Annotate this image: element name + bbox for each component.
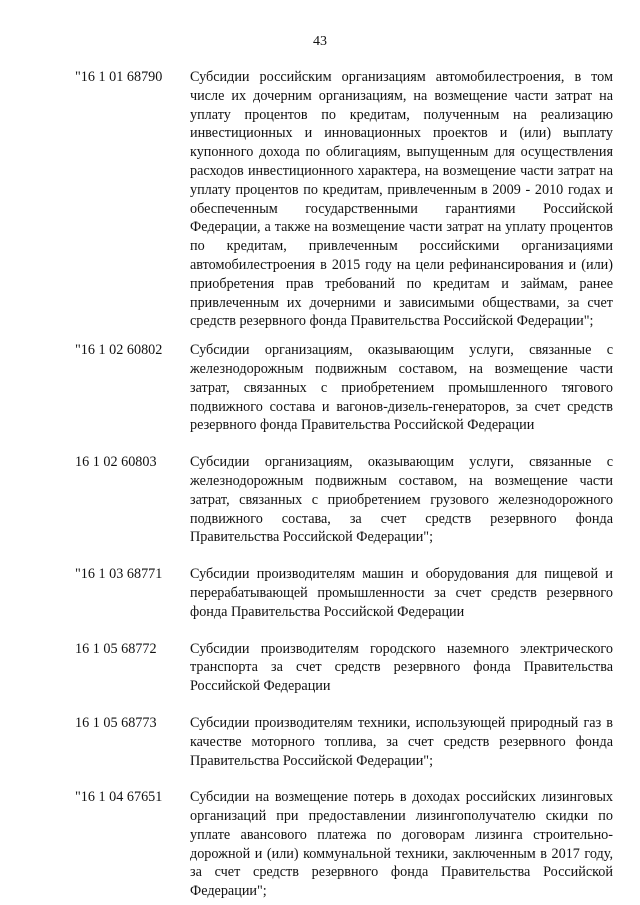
list-item: [75, 341, 613, 435]
entry-description: Субсидии организациям, оказывающим услуги, связанные с железнодорожным подвижным составом, на возмещение части затрат, связанных с приобретением промышленного тягового подвижного состава и вагонов-дизель-генераторов, за счет средств резервного фонда Правительства Российской Федерации: [190, 342, 613, 434]
entry-description: Субсидии производителям техники, использующей природный газ в качестве моторного топлива, за счет средств резервного фонда Правительства Российской Федерации";: [190, 714, 613, 769]
page-number: 43: [313, 34, 327, 49]
budget-code: 16 1 02 60803: [75, 454, 157, 471]
budget-code-list: [75, 68, 613, 901]
list-item: [75, 640, 613, 696]
entry-description: Субсидии российским организациям автомобилестроения, в том числе их дочерним организациям, на возмещение части затрат на уплату процентов по кредитам, полученным на реализацию инвестиционных и инновационных проектов и (или) выплату купонного дохода по облигациям, выпущенным для осуществления расходов инвестиционного характера, на возмещение части затрат на уплату процентов по кредитам, привлеченным в 2009 - 2010 годах и обеспеченным государственными гарантиями Российской Федерации, а также на возмещение части затрат на уплату процентов по кредитам, привлеченным российскими организациями автомобилестроения в 2015 году на цели рефинансирования и (или) приобретения прав требований по кредитам и займам, ранее привлеченным их дочерними и зависимыми обществами, за счет средств резервного фонда Правительства Российской Федерации";: [190, 69, 613, 330]
entry-description: Субсидии организациям, оказывающим услуги, связанные с железнодорожным подвижным составом, на возмещение части затрат, связанных с приобретением грузового железнодорожного подвижного состава, за счет средств резервного фонда Правительства Российской Федерации";: [190, 454, 613, 546]
list-item: [75, 453, 613, 547]
budget-code: "16 1 04 67651: [75, 789, 163, 806]
budget-code: 16 1 05 68772: [75, 640, 157, 657]
budget-code: "16 1 03 68771: [75, 566, 163, 583]
list-item: [75, 788, 613, 901]
budget-code: "16 1 01 68790: [75, 69, 163, 85]
entry-description: Субсидии производителям машин и оборудования для пищевой и перерабатывающей промышленности за счет средств резервного фонда Правительства Российской Федерации: [190, 566, 613, 620]
list-item: [75, 565, 613, 621]
entry-description: Субсидии на возмещение потерь в доходах российских лизинговых организаций при предоставлении лизингополучателю скидки по уплате авансового платежа по договорам лизинга строительно-дорожной и (или) коммунальной техники, заключенным в 2017 году, за счет средств резервного фонда Правительства Российской Федерации";: [190, 789, 613, 900]
budget-code: 16 1 05 68773: [75, 714, 157, 731]
entry-description: Субсидии производителям городского наземного электрического транспорта за счет средств резервного фонда Правительства Российской Федерации: [190, 640, 613, 695]
budget-code: "16 1 02 60802: [75, 342, 163, 359]
list-item: [75, 68, 613, 331]
list-item: [75, 714, 613, 770]
